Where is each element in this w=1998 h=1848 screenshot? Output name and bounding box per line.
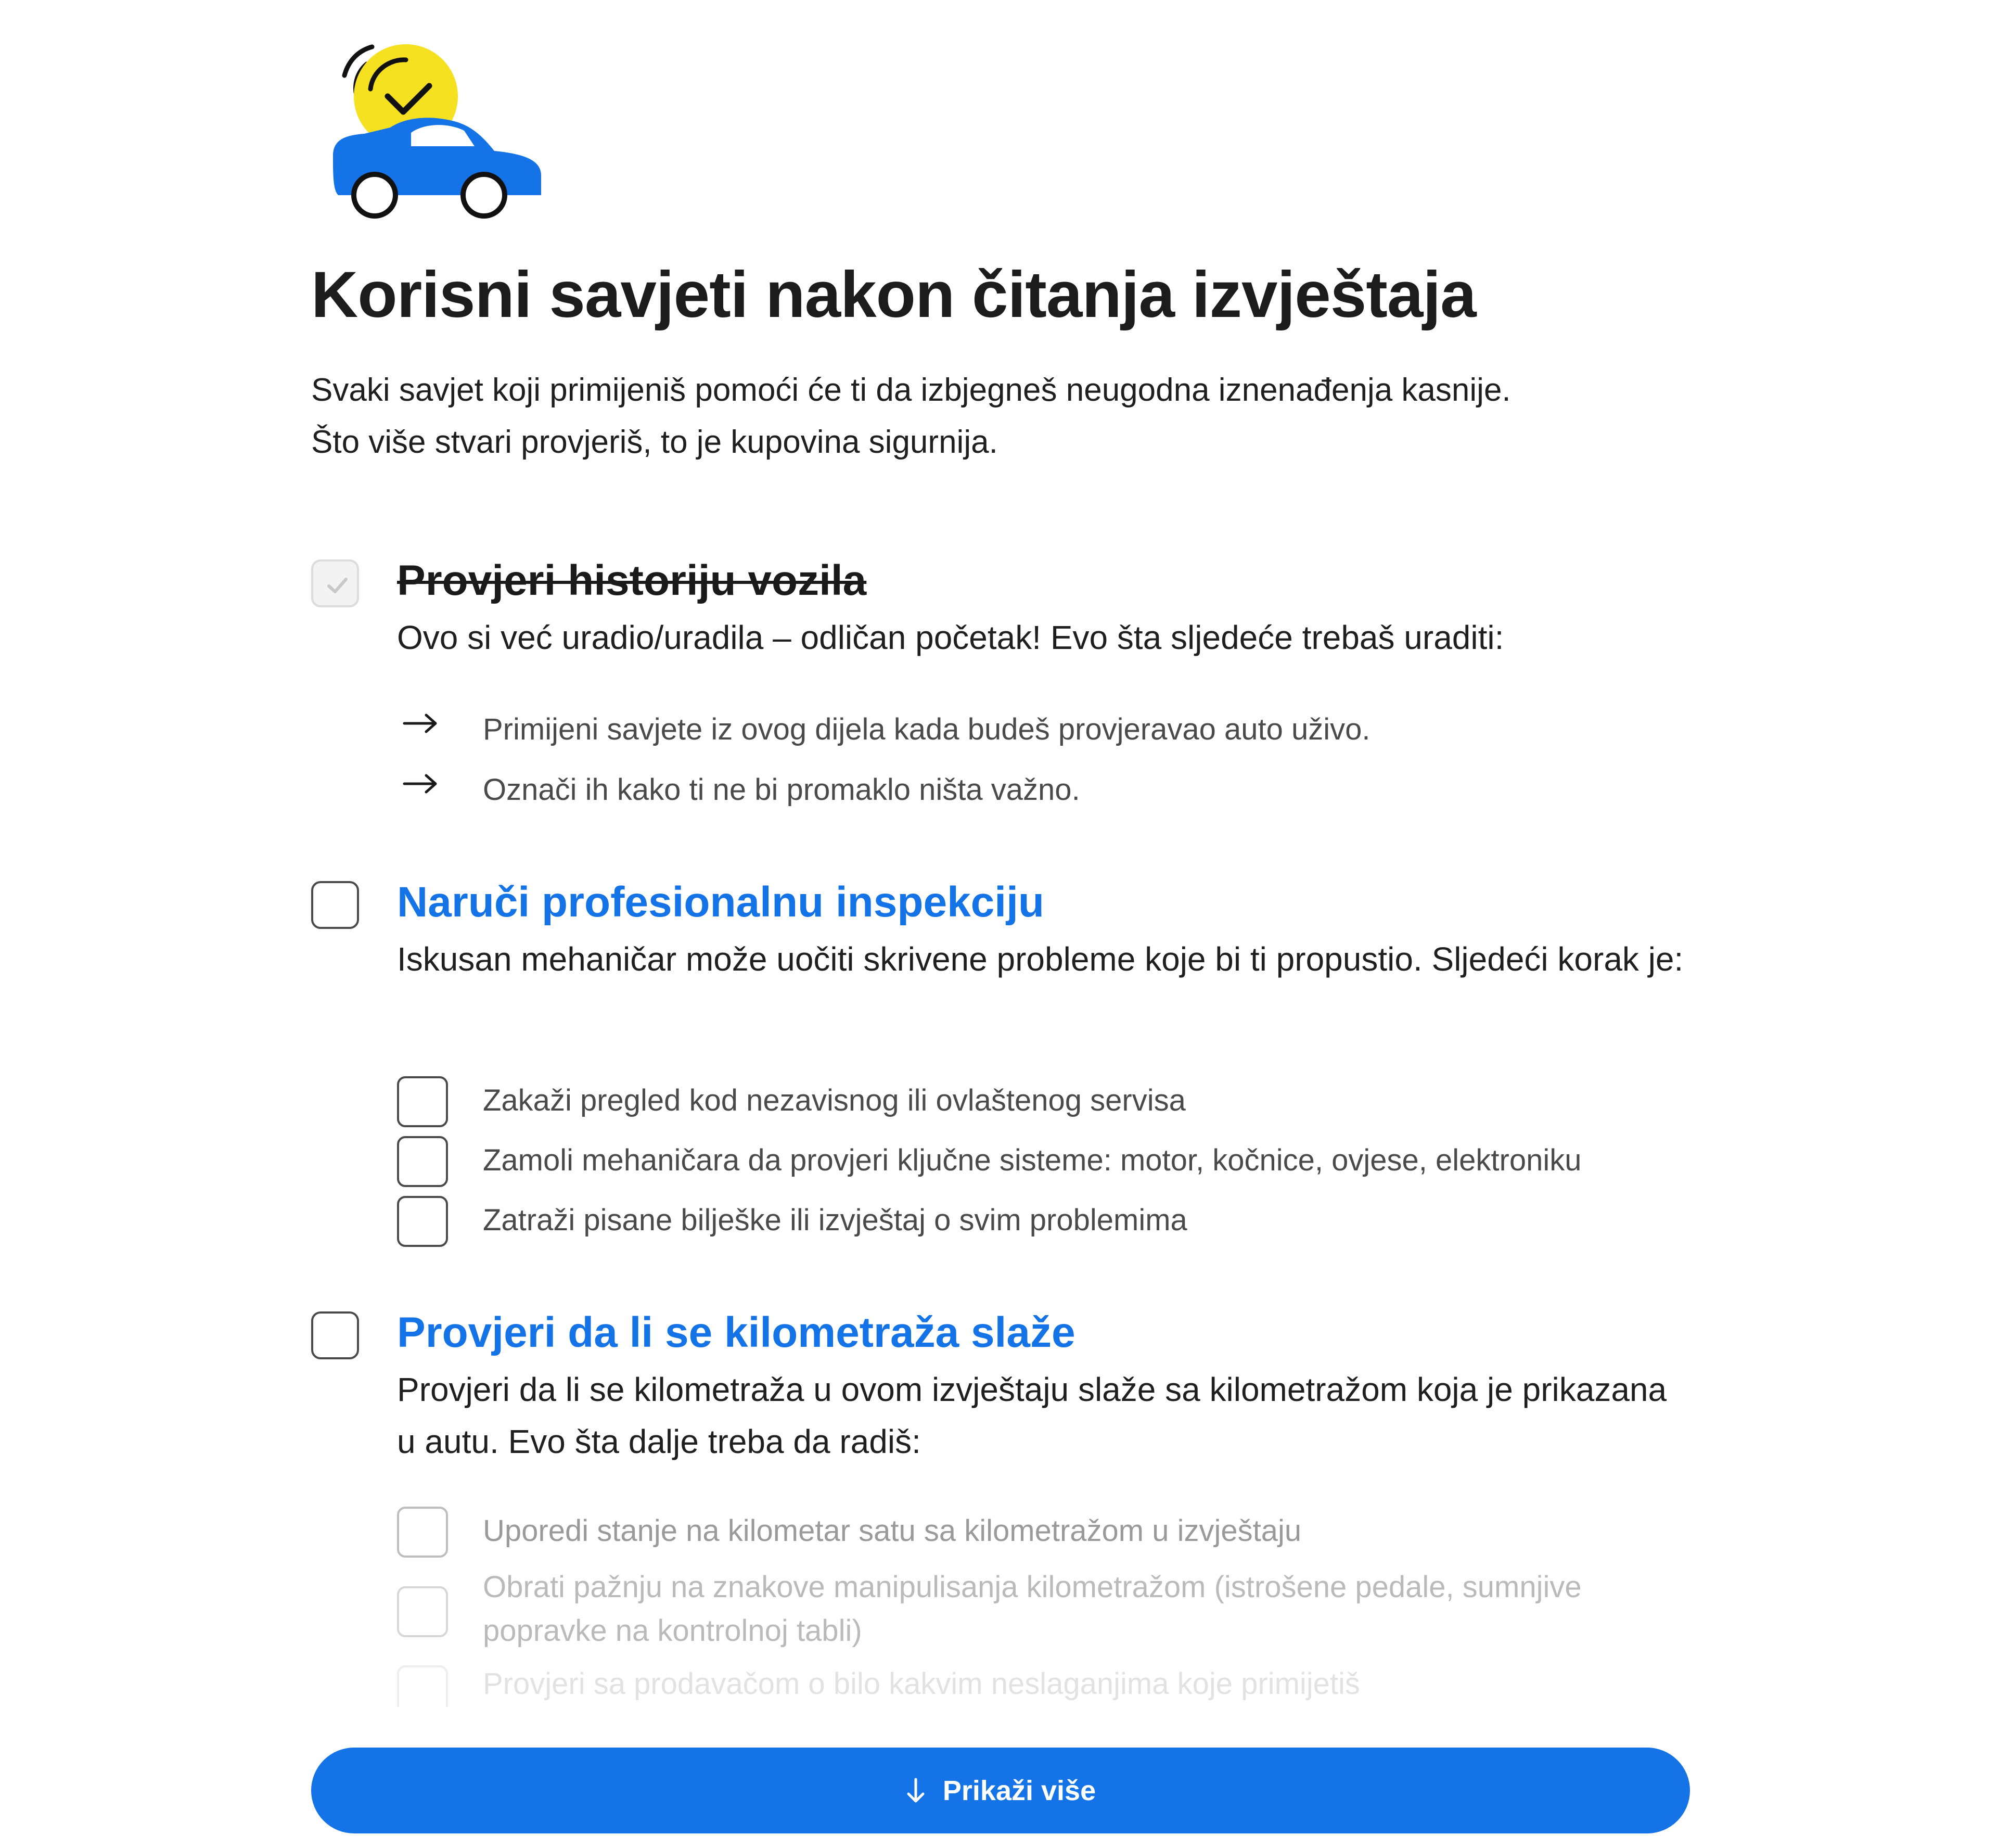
section-description: Iskusan mehaničar može uočiti skrivene probleme koje bi ti propustio. Sljedeći korak je: bbox=[397, 940, 1684, 978]
section-title: Naruči profesionalnu inspekciju bbox=[397, 878, 1044, 926]
arrow-right-icon bbox=[402, 713, 439, 734]
arrow-right-icon bbox=[402, 773, 439, 794]
section-title: Provjeri historiju vozila bbox=[397, 557, 867, 604]
section-title: Provjeri da li se kilometraža slaže bbox=[397, 1309, 1075, 1356]
item-checkbox[interactable] bbox=[397, 1196, 448, 1247]
item-checkbox[interactable] bbox=[397, 1076, 448, 1127]
show-more-button[interactable] bbox=[311, 1748, 1690, 1833]
checklist-item-text: Uporedi stanje na kilometar satu sa kilometražom u izvještaju bbox=[483, 1514, 1302, 1548]
intro-text bbox=[311, 364, 1690, 468]
item-checkbox[interactable] bbox=[397, 1507, 448, 1558]
checklist-item-text: Zatraži pisane bilješke ili izvještaj o svim problemima bbox=[483, 1203, 1187, 1237]
list-item-text: Označi ih kako ti ne bi promaklo ništa važno. bbox=[483, 773, 1080, 807]
arrow-down-icon bbox=[905, 1777, 926, 1804]
page-title: Korisni savjeti nakon čitanja izvještaja bbox=[311, 259, 1476, 331]
section-checkbox[interactable] bbox=[311, 881, 359, 929]
list-item-text: Primijeni savjete iz ovog dijela kada budeš provjeravao auto uživo. bbox=[483, 712, 1371, 746]
section-description: Provjeri da li se kilometraža u ovom izvještaju slaže sa kilometražom koja je prikazana u autu. Evo šta dalje treba da radiš: bbox=[397, 1371, 1667, 1460]
section-checkbox[interactable] bbox=[311, 1311, 359, 1359]
item-checkbox[interactable] bbox=[397, 1586, 448, 1637]
checklist-item-text: Zamoli mehaničara da provjeri ključne sisteme: motor, kočnice, ovjese, elektroniku bbox=[483, 1143, 1582, 1177]
car-checkmark-illustration bbox=[328, 39, 546, 221]
checklist-item-text: Provjeri sa prodavačom o bilo kakvim neslaganjima koje primijetiš bbox=[483, 1667, 1360, 1701]
show-more-label: Prikaži više bbox=[942, 1775, 1096, 1806]
checklist-item-text: Obrati pažnju na znakove manipulisanja kilometražom (istrošene pedale, sumnjive popravke na kontrolnoj tabli) bbox=[483, 1570, 1582, 1648]
item-checkbox[interactable] bbox=[397, 1136, 448, 1187]
item-checkbox[interactable] bbox=[397, 1665, 448, 1707]
checkmark-icon bbox=[323, 571, 352, 600]
checklist-item[interactable] bbox=[397, 1665, 1687, 1707]
intro-line-2: Što više stvari provjeriš, to je kupovina sigurnija. bbox=[311, 424, 998, 460]
section-checkbox-checked[interactable] bbox=[311, 559, 359, 607]
section-description: Ovo si već uradio/uradila – odličan početak! Evo šta sljedeće trebaš uraditi: bbox=[397, 619, 1504, 656]
checklist-item-text: Zakaži pregled kod nezavisnog ili ovlaštenog servisa bbox=[483, 1084, 1186, 1117]
intro-line-1: Svaki savjet koji primijeniš pomoći će ti da izbjegneš neugodna iznenađenja kasnije. bbox=[311, 372, 1511, 408]
